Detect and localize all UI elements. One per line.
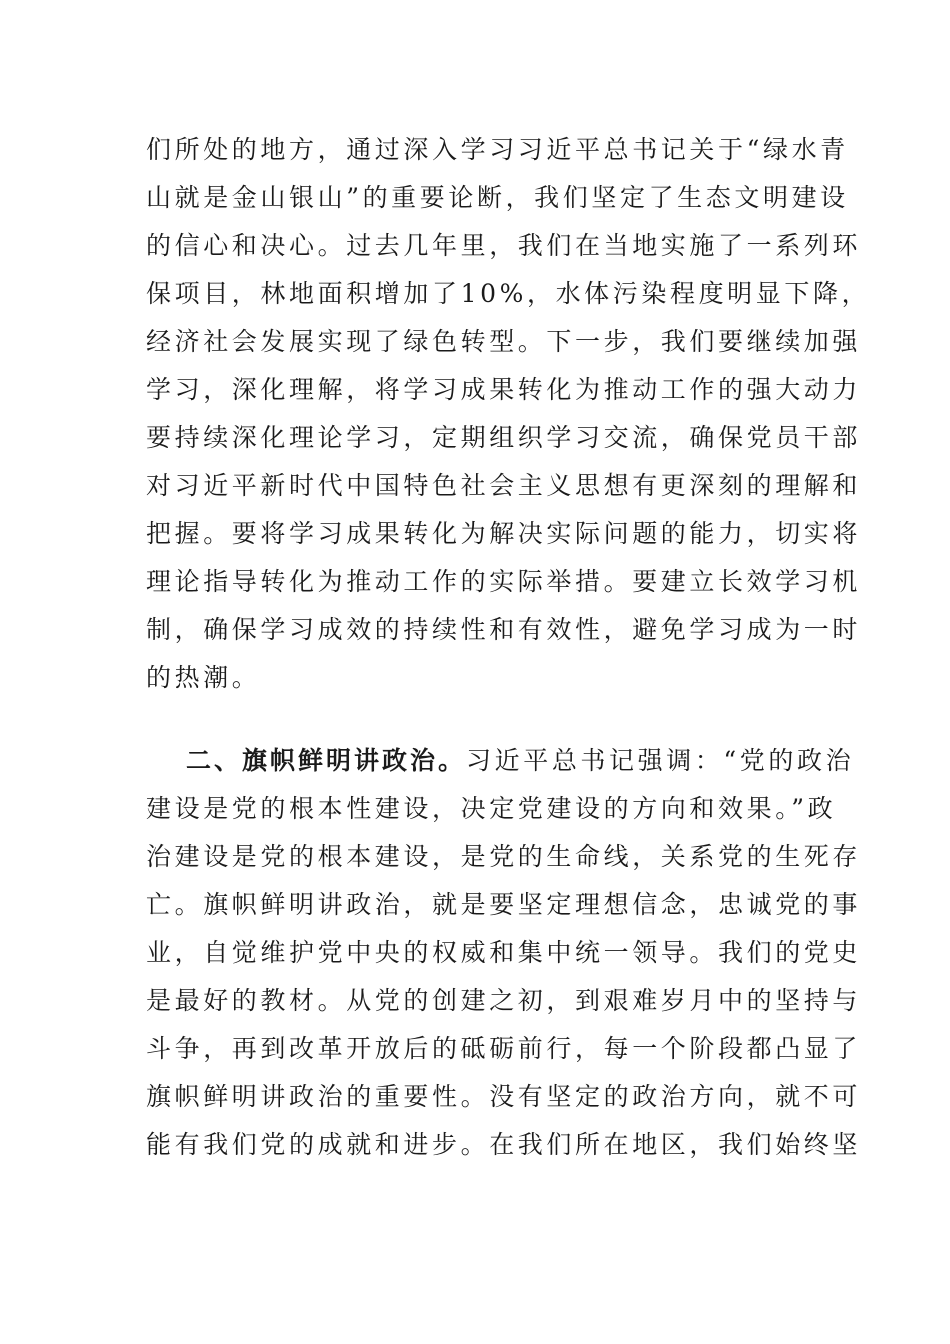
paragraph-ecology-study	[146, 126, 871, 702]
text-line: 山就是金山银山”的重要论断，我们坚定了生态文明建设	[146, 183, 849, 212]
text-line: 业，自觉维护党中央的权威和集中统一领导。我们的党史	[146, 938, 862, 967]
text-line: 能有我们党的成就和进步。在我们所在地区，我们始终坚	[146, 1130, 862, 1159]
text-line: 制，确保学习成效的持续性和有效性，避免学习成为一时	[146, 615, 862, 644]
text-line: 要持续深化理论学习，定期组织学习交流，确保党员干部	[146, 423, 862, 452]
text-line: 建设是党的根本性建设，决定党建设的方向和效果。”政	[146, 794, 837, 823]
paragraph-first-line	[146, 737, 855, 785]
section-heading: 二、旗帜鲜明讲政治。	[186, 746, 467, 775]
text-line: 治建设是党的根本建设，是党的生命线，关系党的生死存	[146, 842, 862, 871]
paragraph-politics	[146, 737, 862, 1169]
text-line: 的热潮。	[146, 663, 261, 692]
text-line: 的信心和决心。过去几年里，我们在当地实施了一系列环	[146, 231, 862, 260]
text-line: 们所处的地方，通过深入学习习近平总书记关于“绿水青	[146, 135, 849, 164]
text-line: 亡。旗帜鲜明讲政治，就是要坚定理想信念，忠诚党的事	[146, 890, 862, 919]
text-line: 是最好的教材。从党的创建之初，到艰难岁月中的坚持与	[146, 986, 862, 1015]
text-line: 保项目，林地面积增加了10%，水体污染程度明显下降，	[146, 279, 871, 308]
heading-followup-text: 习近平总书记强调：“党的政治	[466, 746, 855, 775]
text-line: 对习近平新时代中国特色社会主义思想有更深刻的理解和	[146, 471, 862, 500]
text-line: 经济社会发展实现了绿色转型。下一步，我们要继续加强	[146, 327, 862, 356]
text-line: 斗争，再到改革开放后的砥砺前行，每一个阶段都凸显了	[146, 1034, 862, 1063]
text-line: 旗帜鲜明讲政治的重要性。没有坚定的政治方向，就不可	[146, 1082, 862, 1111]
text-line: 学习，深化理解，将学习成果转化为推动工作的强大动力	[146, 375, 862, 404]
text-line: 理论指导转化为推动工作的实际举措。要建立长效学习机	[146, 567, 862, 596]
text-line: 把握。要将学习成果转化为解决实际问题的能力，切实将	[146, 519, 862, 548]
